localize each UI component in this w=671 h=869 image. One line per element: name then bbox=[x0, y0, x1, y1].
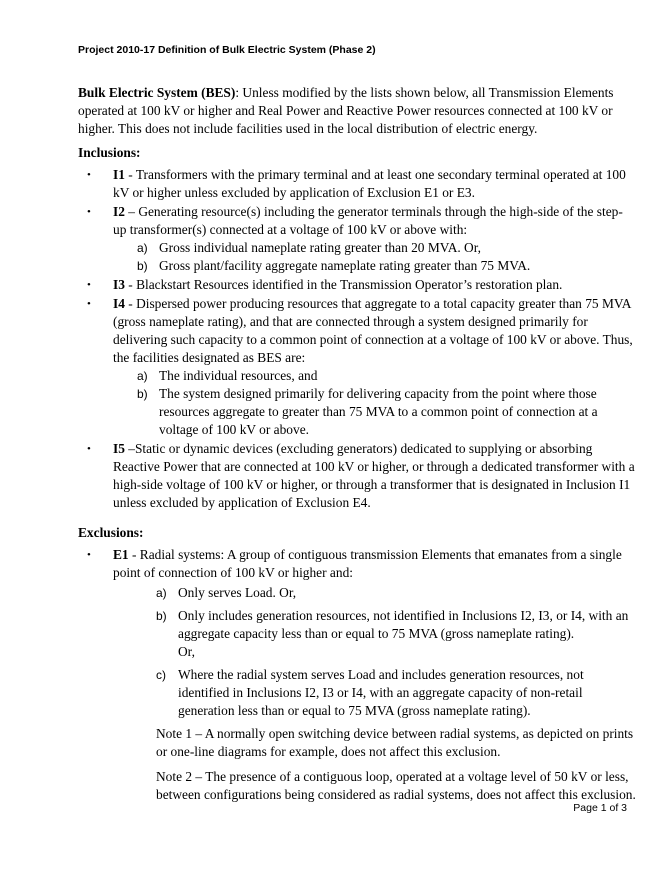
exclusions-heading: Exclusions: bbox=[78, 525, 144, 540]
bullet-icon: • bbox=[87, 298, 91, 310]
inclusion-label: I2 bbox=[113, 204, 125, 219]
sub-marker: b) bbox=[156, 609, 167, 623]
note-2: Note 2 – The presence of a contiguous loop, operated at a voltage level of 50 kV or less, between configurations being considered as radial systems, does not affect this exclusion. bbox=[156, 769, 636, 802]
inclusion-i3 bbox=[78, 276, 636, 294]
inclusion-label: I4 bbox=[113, 296, 125, 311]
page-number: Page 1 of 3 bbox=[573, 802, 627, 814]
inclusion-text: - Transformers with the primary terminal and at least one secondary terminal operated at 100 kV or higher unless excluded by application of Exclusion E1 or E3. bbox=[113, 167, 626, 200]
exclusion-e1 bbox=[78, 546, 636, 582]
inclusion-label: I1 bbox=[113, 167, 125, 182]
sub-text: Gross individual nameplate rating greater than 20 MVA. Or, bbox=[159, 240, 482, 255]
sub-item bbox=[137, 239, 636, 257]
inclusion-i2-sublist bbox=[137, 239, 636, 275]
sub-text: Where the radial system serves Load and includes generation resources, not identified in Inclusions I2, I3 or I4, with an aggregate capacity of non-retail generation less than or equal to 75 MVA (gross nameplate rating). bbox=[178, 667, 584, 718]
inclusion-text: - Dispersed power producing resources that aggregate to a total capacity greater than 75 MVA (gross nameplate rating), and that are connected through a system designed primarily for delivering such capacity to a common point of connection at a voltage of 100 kV or above. Thus, the facilities designated as BES are: bbox=[113, 296, 633, 365]
sub-text: The system designed primarily for delivering capacity from the point where those resources aggregate to greater than 75 MVA to a common point of connection at a voltage of 100 kV or above. bbox=[159, 386, 598, 437]
inclusion-text: –Static or dynamic devices (excluding generators) dedicated to supplying or absorbing Reactive Power that are connected at 100 kV or higher, or through a dedicated transformer with a high-side voltage of 100 kV or higher, or through a transformer that is designated in Inclusion I1 unless excluded by application of Exclusion E4. bbox=[113, 441, 635, 510]
sub-marker: a) bbox=[156, 586, 167, 600]
document-body bbox=[78, 84, 636, 811]
inclusions-list bbox=[78, 166, 636, 512]
exclusion-e1-notes bbox=[156, 725, 636, 804]
sub-marker: a) bbox=[137, 369, 148, 383]
sub-text: The individual resources, and bbox=[159, 368, 318, 383]
bullet-icon: • bbox=[87, 206, 91, 218]
sub-marker: a) bbox=[137, 241, 148, 255]
sub-text: Only includes generation resources, not identified in Inclusions I2, I3, or I4, with an aggregate capacity less than or equal to 75 MVA (gross nameplate rating). bbox=[178, 608, 629, 641]
bullet-icon: • bbox=[87, 279, 91, 291]
sub-text: Only serves Load. Or, bbox=[178, 585, 297, 600]
inclusion-label: I3 bbox=[113, 277, 125, 292]
inclusions-heading: Inclusions: bbox=[78, 145, 141, 160]
exclusions-list bbox=[78, 546, 636, 582]
sub-item bbox=[156, 666, 636, 720]
inclusion-text: - Blackstart Resources identified in the Transmission Operator’s restoration plan. bbox=[124, 277, 563, 292]
sub-marker: b) bbox=[137, 259, 148, 273]
bes-term: Bulk Electric System (BES) bbox=[78, 85, 236, 100]
sub-marker: c) bbox=[156, 668, 166, 682]
exclusion-e1-sublist bbox=[156, 584, 636, 720]
bullet-icon: • bbox=[87, 443, 91, 455]
inclusion-i4-sublist bbox=[137, 367, 636, 439]
inclusion-label: I5 bbox=[113, 441, 125, 456]
note-1: Note 1 – A normally open switching device between radial systems, as depicted on prints or one-line diagrams for example, does not affect this exclusion. bbox=[156, 726, 634, 759]
inclusion-i2 bbox=[78, 203, 636, 275]
inclusion-text: – Generating resource(s) including the generator terminals through the high-side of the step-up transformer(s) connected at a voltage of 100 kV or above with: bbox=[113, 204, 623, 237]
sub-item bbox=[137, 385, 636, 439]
inclusion-i4 bbox=[78, 295, 636, 439]
sub-text-or: Or, bbox=[178, 644, 195, 659]
sub-item bbox=[156, 607, 636, 661]
inclusion-i1 bbox=[78, 166, 636, 202]
bes-definition bbox=[78, 84, 636, 138]
exclusion-text: - Radial systems: A group of contiguous transmission Elements that emanates from a single point of connection of 100 kV or higher and: bbox=[113, 547, 622, 580]
sub-item bbox=[137, 257, 636, 275]
bes-definition-text: : Unless modified by the lists shown below, all Transmission Elements operated at 100 kV or higher and Real Power and Reactive Power resources connected at 100 kV or higher. This does not include facilities used in the local distribution of electric energy. bbox=[78, 85, 614, 136]
page-header: Project 2010-17 Definition of Bulk Electric System (Phase 2) bbox=[78, 44, 376, 56]
sub-item bbox=[137, 367, 636, 385]
bullet-icon: • bbox=[87, 169, 91, 181]
inclusion-i5 bbox=[78, 440, 636, 512]
bullet-icon: • bbox=[87, 549, 91, 561]
sub-marker: b) bbox=[137, 387, 148, 401]
sub-text: Gross plant/facility aggregate nameplate rating greater than 75 MVA. bbox=[159, 258, 531, 273]
exclusion-label: E1 bbox=[113, 547, 129, 562]
sub-item bbox=[156, 584, 636, 602]
